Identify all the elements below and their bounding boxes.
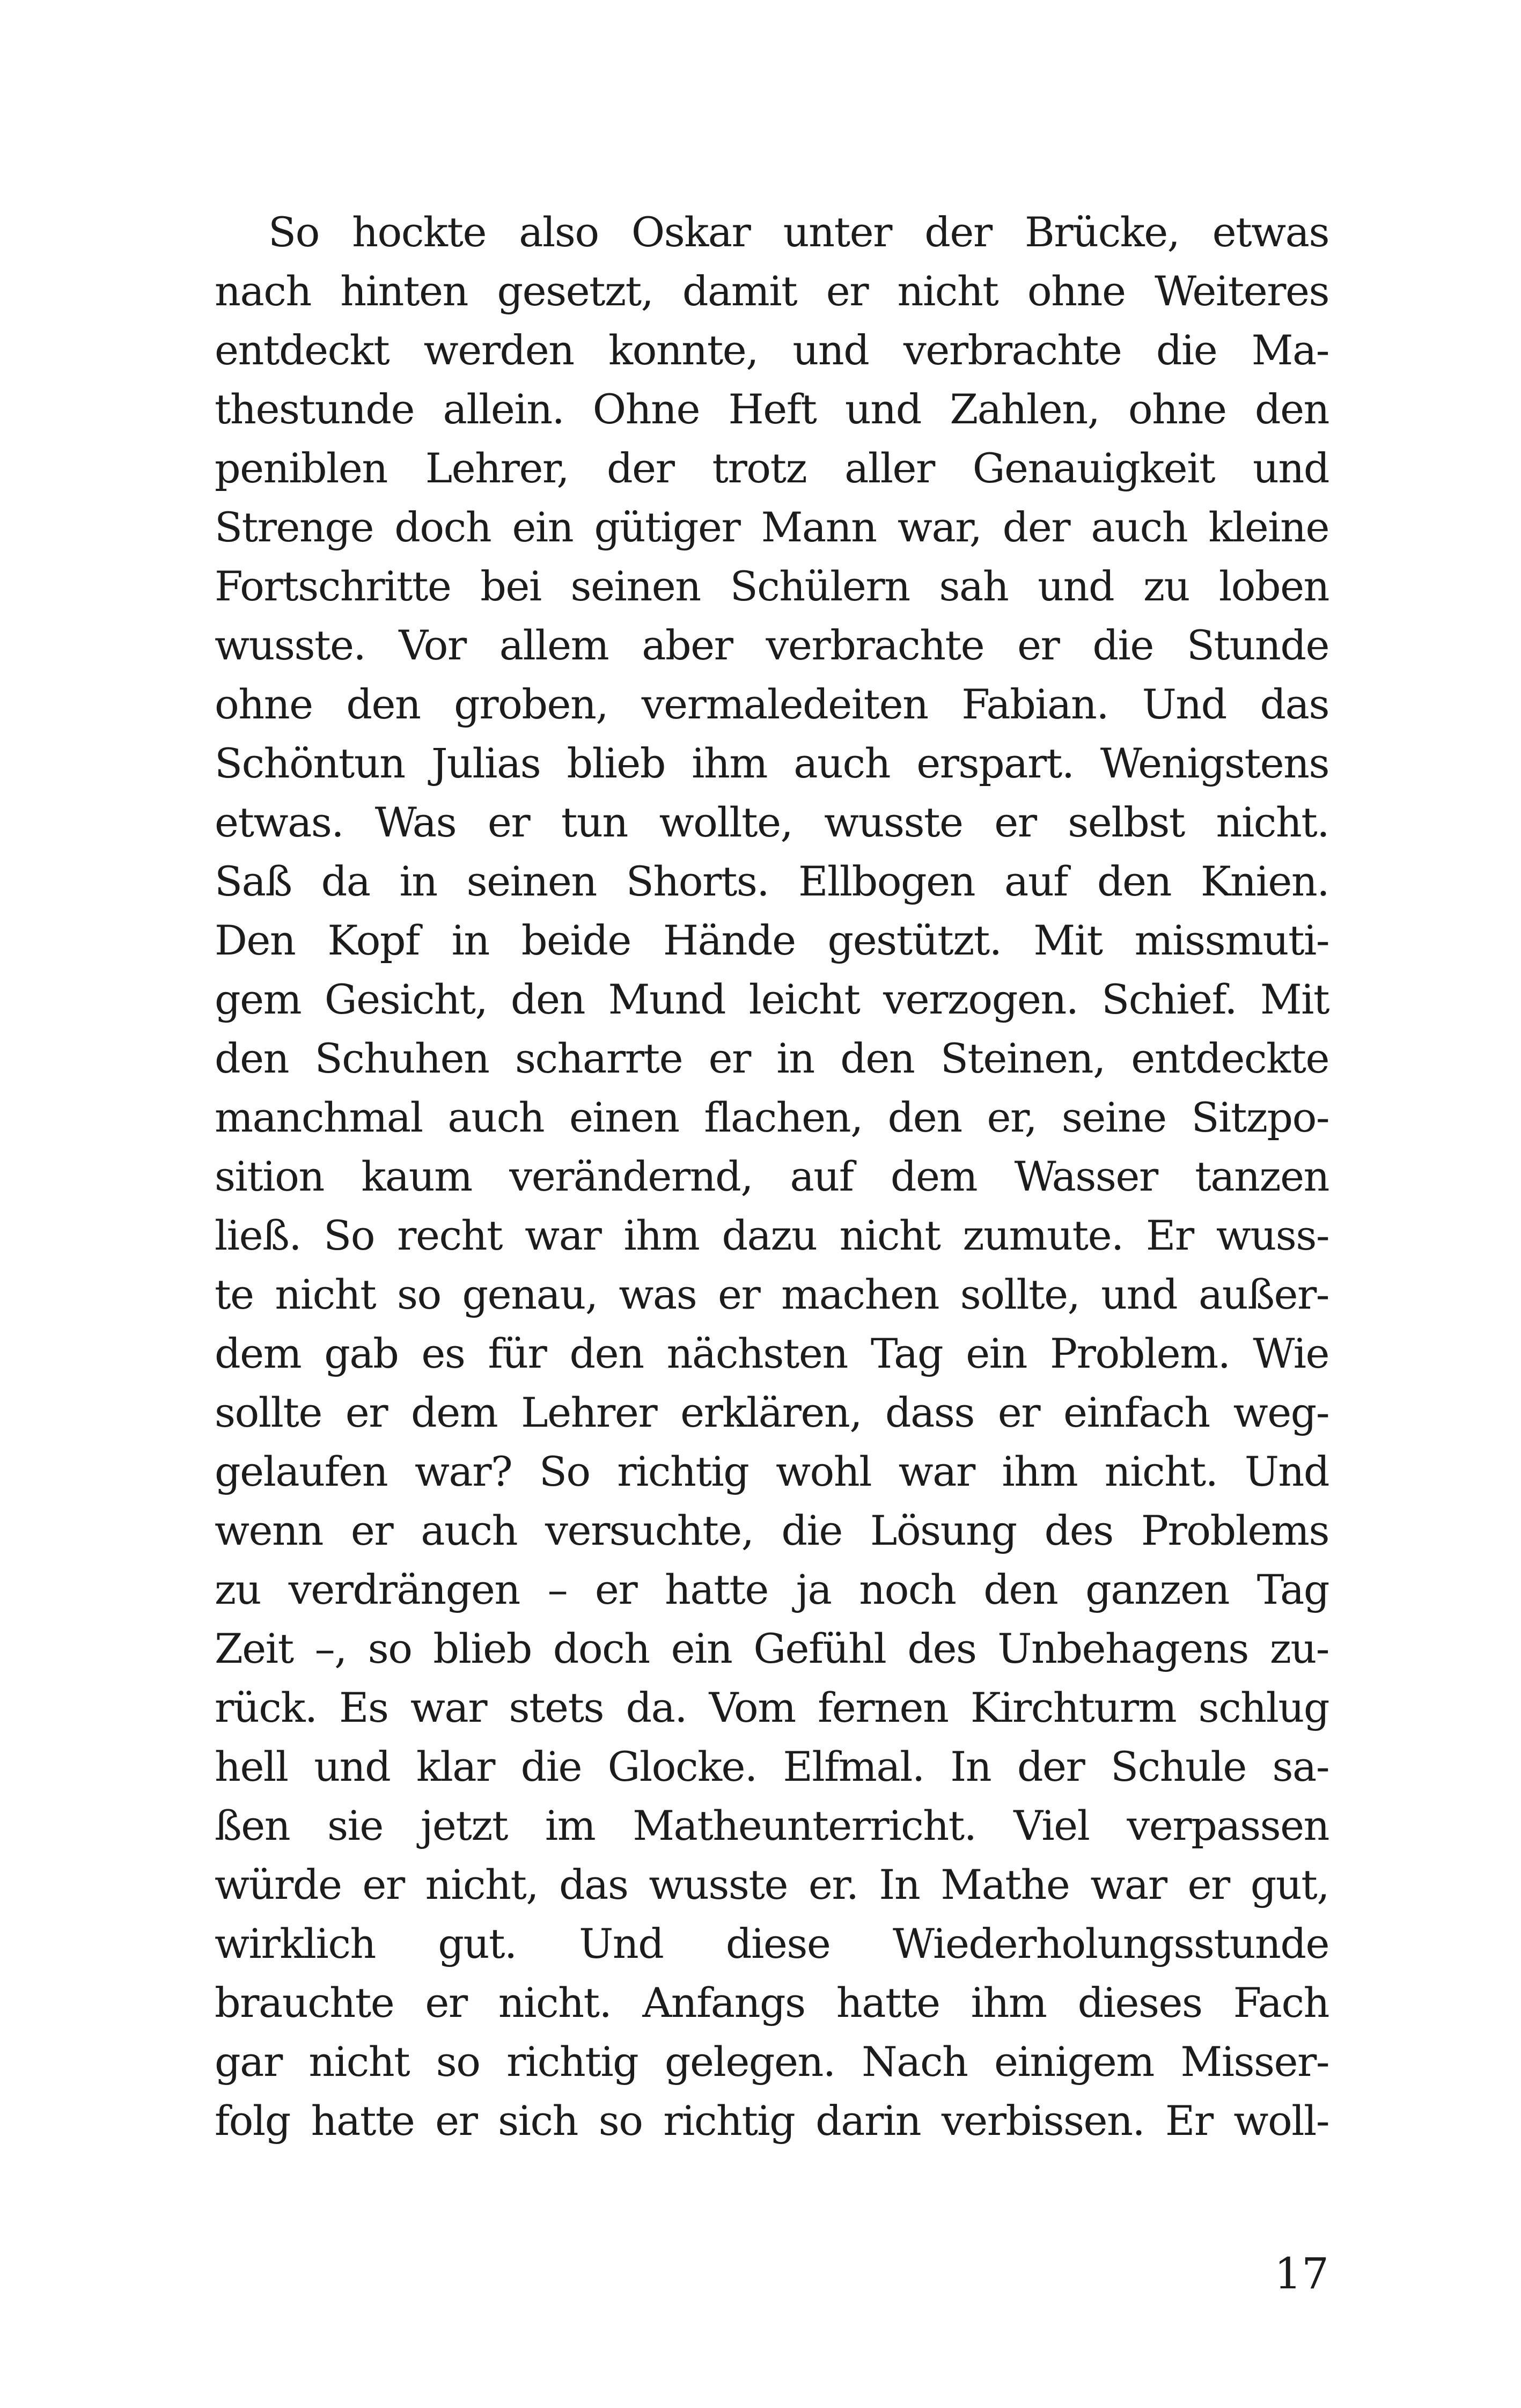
text-line-26: rück. Es war stets da. Vom fernen Kirchturm schlug <box>215 1684 1329 1731</box>
text-line-15: den Schuhen scharrte er in den Steinen, entdeckte <box>215 1034 1329 1082</box>
text-line-32: gar nicht so richtig gelegen. Nach einigem Misser- <box>215 2038 1329 2086</box>
text-line-25: Zeit –, so blieb doch ein Gefühl des Unbehagens zu- <box>215 1625 1329 1672</box>
text-block <box>215 203 1329 2150</box>
text-line-9: ohne den groben, vermaledeiten Fabian. Und das <box>215 680 1329 728</box>
text-line-33: folg hatte er sich so richtig darin verbissen. Er woll- <box>215 2097 1329 2145</box>
text-line-19: te nicht so genau, was er machen sollte, und außer- <box>215 1271 1329 1318</box>
text-line-11: etwas. Was er tun wollte, wusste er selbst nicht. <box>215 798 1329 846</box>
text-line-12: Saß da in seinen Shorts. Ellbogen auf den Knien. <box>215 857 1329 905</box>
text-line-8: wusste. Vor allem aber verbrachte er die Stunde <box>215 621 1329 669</box>
text-line-4: thestunde allein. Ohne Heft und Zahlen, ohne den <box>215 385 1329 433</box>
text-line-21: sollte er dem Lehrer erklären, dass er einfach weg- <box>215 1389 1329 1436</box>
text-line-14: gem Gesicht, den Mund leicht verzogen. Schief. Mit <box>215 975 1329 1023</box>
text-line-10: Schöntun Julias blieb ihm auch erspart. Wenigstens <box>215 739 1329 787</box>
text-line-7: Fortschritte bei seinen Schülern sah und zu loben <box>215 562 1329 610</box>
text-line-5: peniblen Lehrer, der trotz aller Genauigkeit und <box>215 444 1329 492</box>
text-line-1: So hockte also Oskar unter der Brücke, etwas <box>268 208 1329 256</box>
text-line-31: brauchte er nicht. Anfangs hatte ihm dieses Fach <box>215 1979 1329 2027</box>
text-line-22: gelaufen war? So richtig wohl war ihm nicht. Und <box>215 1448 1329 1495</box>
text-line-13: Den Kopf in beide Hände gestützt. Mit missmuti- <box>215 916 1329 964</box>
text-line-18: ließ. So recht war ihm dazu nicht zumute. Er wuss- <box>215 1212 1329 1259</box>
text-line-30: wirklich gut. Und diese Wiederholungsstunde <box>215 1920 1329 1967</box>
text-line-24: zu verdrängen – er hatte ja noch den ganzen Tag <box>215 1566 1329 1613</box>
page-number: 17 <box>1274 2249 1329 2299</box>
text-line-20: dem gab es für den nächsten Tag ein Problem. Wie <box>215 1330 1329 1377</box>
text-line-2: nach hinten gesetzt, damit er nicht ohne Weiteres <box>215 267 1329 315</box>
text-line-23: wenn er auch versuchte, die Lösung des Problems <box>215 1507 1329 1554</box>
text-line-27: hell und klar die Glocke. Elfmal. In der Schule sa- <box>215 1743 1329 1790</box>
text-line-3: entdeckt werden konnte, und verbrachte die Ma- <box>215 326 1329 374</box>
text-line-29: würde er nicht, das wusste er. In Mathe war er gut, <box>215 1861 1329 1908</box>
text-line-17: sition kaum verändernd, auf dem Wasser tanzen <box>215 1152 1329 1200</box>
text-line-16: manchmal auch einen flachen, den er, seine Sitzpo- <box>215 1093 1329 1141</box>
text-line-6: Strenge doch ein gütiger Mann war, der auch kleine <box>215 503 1329 551</box>
text-line-28: ßen sie jetzt im Matheunterricht. Viel verpassen <box>215 1802 1329 1849</box>
